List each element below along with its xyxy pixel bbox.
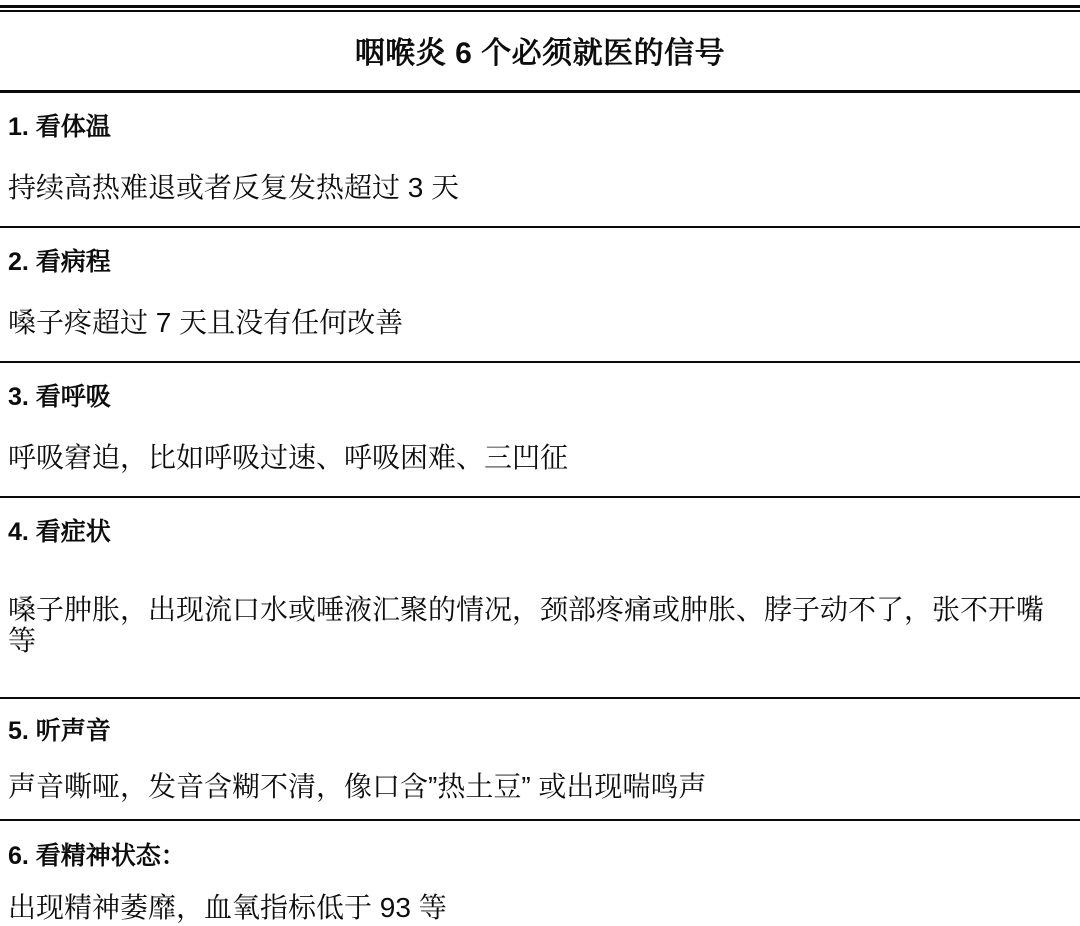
signal-section-4 [0, 498, 1080, 699]
signal-description: 出现精神萎靡，血氧指标低于 93 等 [8, 892, 447, 924]
signal-heading: 2. 看病程 [8, 248, 111, 277]
top-double-rule [0, 5, 1080, 12]
signal-heading: 5. 听声音 [8, 716, 111, 745]
signal-section-3 [0, 363, 1080, 498]
signal-description: 持续高热难退或者反复发热超过 3 天 [8, 172, 460, 204]
signal-section-6 [0, 821, 1080, 926]
signal-description: 嗓子疼超过 7 天且没有任何改善 [8, 307, 404, 339]
signal-description: 呼吸窘迫，比如呼吸过速、呼吸困难、三凹征 [8, 442, 569, 474]
signal-section-1 [0, 93, 1080, 228]
signal-description: 嗓子肿胀，出现流口水或唾液汇聚的情况，颈部疼痛或肿胀、脖子动不了，张不开嘴等 [8, 594, 1045, 657]
signal-section-2 [0, 228, 1080, 363]
signal-sections [0, 93, 1080, 926]
signal-heading: 1. 看体温 [8, 113, 111, 141]
signal-heading: 4. 看症状 [8, 518, 111, 547]
title-block [0, 12, 1080, 93]
signal-description: 声音嘶哑，发音含糊不清，像口含”热土豆” 或出现喘鸣声 [8, 771, 707, 803]
page-title: 咽喉炎 6 个必须就医的信号 [354, 37, 726, 70]
signal-heading: 3. 看呼吸 [8, 383, 111, 412]
signal-heading: 6. 看精神状态： [8, 842, 186, 871]
signal-section-5 [0, 699, 1080, 821]
